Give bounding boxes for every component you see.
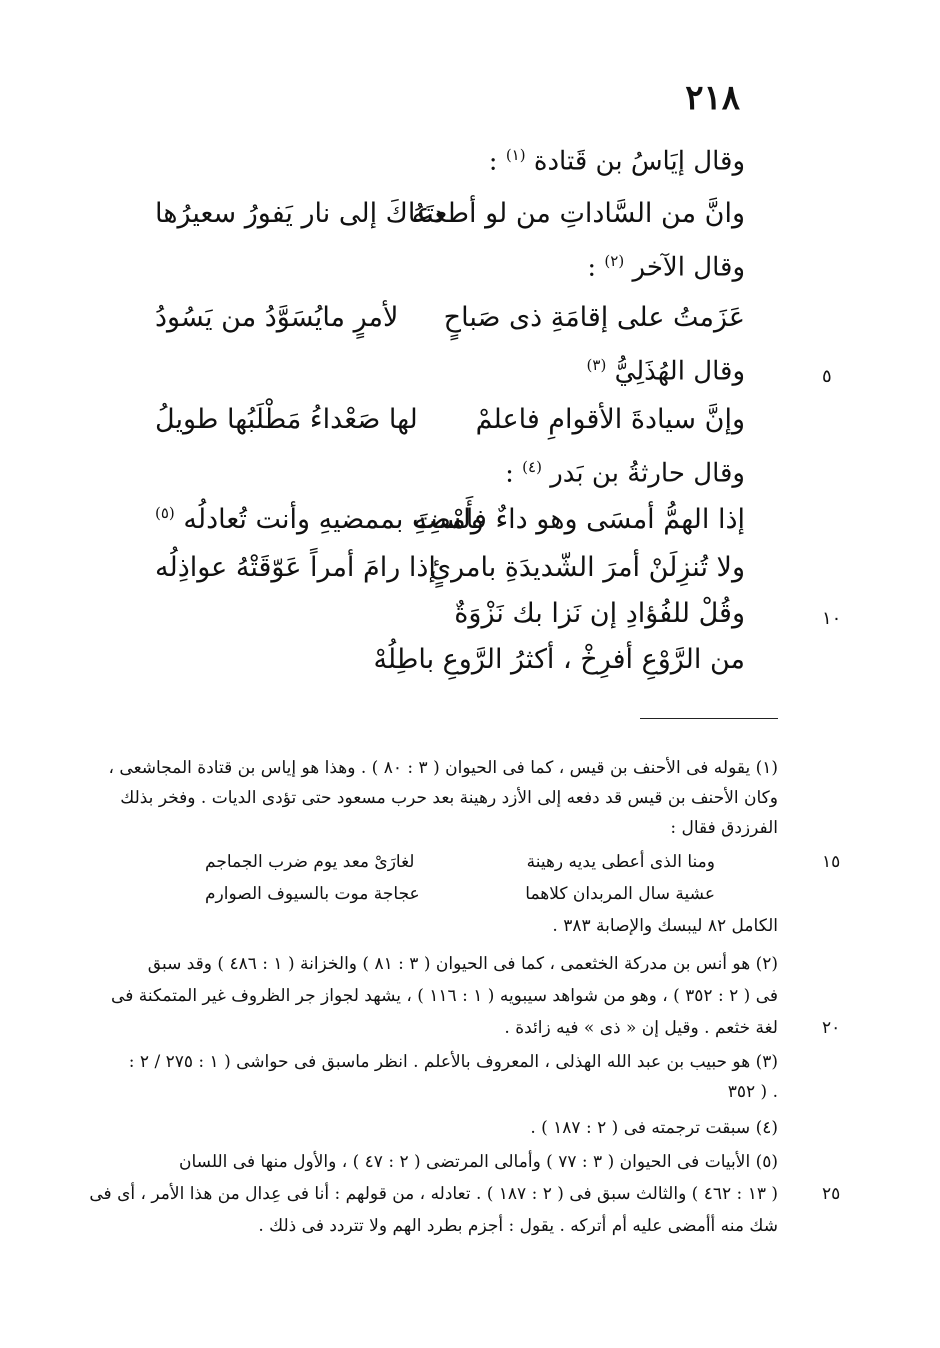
footnote-line: ( ١٣ : ٤٦٢ ) والثالث سبق فى ( ٢ : ١٨٧ ) . تعادله ، من قولهم : أنا فى عِدال من هذا الأمر ، أى فى [89,1184,778,1204]
footnote-line: لغة خثعم . وقيل إن « ذى » فيه زائدة . [504,1018,778,1038]
footnote-separator [640,718,778,719]
verse-hemistich-right: وقُلْ للفُؤادِ إن نَزا بك نَزْوَةٌ [454,598,745,629]
footnote-line: شك منه أأمضى عليه أم أتركه . يقول : أجزم بطرد الهم ولا تتردد فى ذلك . [258,1216,778,1236]
footnote-ref: (٢) [604,252,625,270]
poet-intro-line [505,458,745,489]
footnote-line: (١) يقوله فى الأحنف بن قيس ، كما فى الحيوان ( ٣ : ٨٠ ) . وهذا هو إياس بن قتادة المجاشعى ، [108,758,778,778]
footnote-line: (٥) الأبيات فى الحيوان ( ٣ : ٧٧ ) وأمالى المرتضى ( ٢ : ٤٧ ) ، والأول منها فى اللسان [179,1152,778,1172]
intro-text: وقال الآخر [632,252,745,283]
intro-text: وقال حارثةُ بن بَدر [550,458,745,489]
intro-colon: : [587,252,597,283]
verse-hemistich-right: وإنَّ سيادةَ الأقوامِ فاعلمْ [475,404,745,435]
poet-intro-line [587,356,745,387]
footnote-verse-left: لغارَىْ معد يوم ضرب الجماجم [205,852,415,872]
verse-hemistich-left: لأمرٍ مايُسَوَّدُ من يَسُودُ [155,302,399,333]
page-number: ٢١٨ [685,78,740,118]
verse-hemistich-right: عَزَمتُ على إقامَةِ ذى صَباحٍ [443,302,745,333]
footnote-verse-right: ومنا الذى أعطى يديه رهينة [526,852,715,872]
line-number: ٥ [822,366,832,387]
line-number: ١٥ [822,852,841,872]
footnote-ref: (٣) [586,356,607,374]
verse-hemistich-left: إذا رامَ أمراً عَوّقَتْهُ عواذِلُه [155,552,436,583]
poet-intro-line [489,146,745,177]
footnote-ref: (٤) [522,458,542,476]
footnote-line: فى ( ٢ : ٣٥٢ ) ، وهو من شواهد سيبويه ( ١ : ١١٦ ) ، يشهد لجواز جر الظروف غير المتمكنة فى [111,986,778,1006]
line-number: ١٠ [822,608,842,629]
poet-intro-line [587,252,745,283]
hemistich-text: ولستَ بممضيهِ وأنت تُعادلُه [183,504,484,535]
footnote-line: ٣٥٢ ) . [727,1082,778,1102]
line-number: ٢٥ [822,1184,841,1204]
verse-hemistich-right: إذا الهمُّ أمسَى وهو داءٌ فأَمْضِهِ [413,504,745,535]
footnote-ref: (٥) [155,504,175,522]
footnote-line: (٣) هو حبيب بن عبد الله الهذلى ، المعروف بالأعلم . انظر ماسبق فى حواشى ( ١ : ٢٧٥ / ٢ : [128,1052,778,1072]
footnote-verse-left: عجاجة موت بالسيوف الصوارم [205,884,420,904]
intro-text: وقال إيَاسُ بن قَتادة [533,146,745,177]
verse-hemistich-left [155,504,484,535]
verse-hemistich-left: من الرَّوْعِ أفرِخْ ، أكثرُ الرَّوعِ باطِلُهْ [373,644,745,675]
footnote-line: الفرزدق فقال : [670,818,778,838]
verse-hemistich-left: دعاكَ إلى نار يَفورُ سعيرُها [155,198,445,229]
footnote-ref: (١) [505,146,526,164]
footnote-line: (٢) هو أنس بن مدركة الخثعمى ، كما فى الحيوان ( ٣ : ٨١ ) والخزانة ( ١ : ٤٨٦ ) وقد سبق [147,954,778,974]
line-number: ٢٠ [822,1018,841,1038]
footnote-line: الكامل ٨٢ ليبسك والإصابة ٣٨٣ . [552,916,778,936]
footnote-verse-right: عشية سال المربدان كلاهما [525,884,715,904]
verse-hemistich-right: وانَّ من السَّاداتِ من لو أطعتَهُ [411,198,745,229]
intro-colon: : [488,146,498,177]
intro-text: وقال الهُذَلِيُّ [614,356,745,387]
verse-hemistich-left: لها صَعْداءُ مَطْلَبُها طويلُ [155,404,418,435]
footnote-line: وكان الأحنف بن قيس قد دفعه إلى الأزد رهينة بعد حرب مسعود حتى تؤدى الديات . وفخر بذلك [120,788,778,808]
verse-hemistich-right: ولا تُنزِلَنْ أمرَ الشّديدَةِ بامرئٍ [429,552,745,583]
intro-colon: : [505,458,514,489]
footnote-line: (٤) سبقت ترجمته فى ( ٢ : ١٨٧ ) . [530,1118,778,1138]
